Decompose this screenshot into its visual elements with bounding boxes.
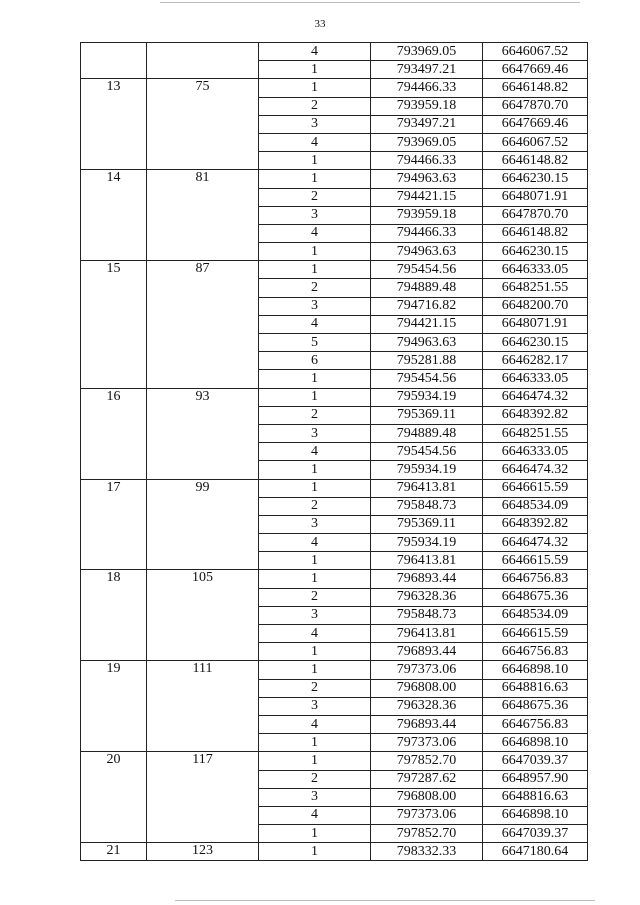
plot-number-cell: 93	[147, 388, 259, 479]
x-coordinate-cell: 794466.33	[371, 224, 483, 242]
x-coordinate-cell: 795848.73	[371, 606, 483, 624]
point-number-cell: 1	[259, 170, 371, 188]
y-coordinate-cell: 6648675.36	[483, 588, 588, 606]
bottom-edge-rule	[175, 900, 595, 901]
y-coordinate-cell: 6646615.59	[483, 479, 588, 497]
table-row	[81, 752, 588, 770]
point-number-cell: 1	[259, 261, 371, 279]
x-coordinate-cell: 796413.81	[371, 625, 483, 643]
point-number-cell: 5	[259, 334, 371, 352]
point-number-cell: 4	[259, 625, 371, 643]
lot-number-cell: 13	[81, 79, 147, 170]
y-coordinate-cell: 6648957.90	[483, 770, 588, 788]
table-row	[81, 661, 588, 679]
y-coordinate-cell: 6648071.91	[483, 188, 588, 206]
point-number-cell: 3	[259, 697, 371, 715]
y-coordinate-cell: 6646230.15	[483, 243, 588, 261]
y-coordinate-cell: 6646474.32	[483, 461, 588, 479]
point-number-cell: 6	[259, 352, 371, 370]
point-number-cell: 2	[259, 770, 371, 788]
x-coordinate-cell: 796328.36	[371, 588, 483, 606]
point-number-cell: 1	[259, 643, 371, 661]
page-number: 33	[314, 18, 326, 30]
x-coordinate-cell: 795281.88	[371, 352, 483, 370]
x-coordinate-cell: 797373.06	[371, 661, 483, 679]
y-coordinate-cell: 6647669.46	[483, 61, 588, 79]
point-number-cell: 2	[259, 97, 371, 115]
y-coordinate-cell: 6646333.05	[483, 261, 588, 279]
point-number-cell: 4	[259, 534, 371, 552]
y-coordinate-cell: 6648816.63	[483, 679, 588, 697]
plot-number-cell: 87	[147, 261, 259, 388]
plot-number-cell	[147, 43, 259, 79]
y-coordinate-cell: 6648251.55	[483, 279, 588, 297]
y-coordinate-cell: 6646067.52	[483, 133, 588, 151]
top-edge-rule	[160, 2, 580, 3]
point-number-cell: 1	[259, 843, 371, 861]
x-coordinate-cell: 796893.44	[371, 643, 483, 661]
y-coordinate-cell: 6648534.09	[483, 497, 588, 515]
lot-number-cell: 20	[81, 752, 147, 843]
y-coordinate-cell: 6647669.46	[483, 115, 588, 133]
table-row	[81, 261, 588, 279]
y-coordinate-cell: 6646282.17	[483, 352, 588, 370]
lot-number-cell: 19	[81, 661, 147, 752]
point-number-cell: 2	[259, 188, 371, 206]
x-coordinate-cell: 795369.11	[371, 406, 483, 424]
y-coordinate-cell: 6647039.37	[483, 825, 588, 843]
x-coordinate-cell: 794716.82	[371, 297, 483, 315]
x-coordinate-cell: 793959.18	[371, 206, 483, 224]
point-number-cell: 1	[259, 661, 371, 679]
point-number-cell: 1	[259, 461, 371, 479]
table-row	[81, 43, 588, 61]
plot-number-cell: 81	[147, 170, 259, 261]
point-number-cell: 1	[259, 570, 371, 588]
x-coordinate-cell: 794889.48	[371, 279, 483, 297]
y-coordinate-cell: 6648816.63	[483, 788, 588, 806]
x-coordinate-cell: 794963.63	[371, 170, 483, 188]
lot-number-cell	[81, 43, 147, 79]
point-number-cell: 1	[259, 388, 371, 406]
y-coordinate-cell: 6646148.82	[483, 152, 588, 170]
x-coordinate-cell: 796893.44	[371, 570, 483, 588]
lot-number-cell: 16	[81, 388, 147, 479]
y-coordinate-cell: 6648071.91	[483, 315, 588, 333]
y-coordinate-cell: 6648534.09	[483, 606, 588, 624]
table-row	[81, 479, 588, 497]
point-number-cell: 2	[259, 406, 371, 424]
x-coordinate-cell: 794889.48	[371, 424, 483, 442]
x-coordinate-cell: 793969.05	[371, 133, 483, 151]
x-coordinate-cell: 795934.19	[371, 388, 483, 406]
point-number-cell: 3	[259, 115, 371, 133]
point-number-cell: 3	[259, 297, 371, 315]
y-coordinate-cell: 6646148.82	[483, 224, 588, 242]
lot-number-cell: 14	[81, 170, 147, 261]
y-coordinate-cell: 6647039.37	[483, 752, 588, 770]
x-coordinate-cell: 796328.36	[371, 697, 483, 715]
table-row	[81, 170, 588, 188]
x-coordinate-cell: 793497.21	[371, 115, 483, 133]
y-coordinate-cell: 6646148.82	[483, 79, 588, 97]
point-number-cell: 1	[259, 61, 371, 79]
x-coordinate-cell: 795369.11	[371, 515, 483, 533]
lot-number-cell: 17	[81, 479, 147, 570]
table-row	[81, 570, 588, 588]
y-coordinate-cell: 6646756.83	[483, 715, 588, 733]
point-number-cell: 3	[259, 788, 371, 806]
plot-number-cell: 123	[147, 843, 259, 861]
plot-number-cell: 117	[147, 752, 259, 843]
point-number-cell: 1	[259, 243, 371, 261]
point-number-cell: 4	[259, 443, 371, 461]
x-coordinate-cell: 796808.00	[371, 788, 483, 806]
point-number-cell: 1	[259, 552, 371, 570]
point-number-cell: 3	[259, 424, 371, 442]
coordinates-table-body	[81, 43, 588, 861]
point-number-cell: 4	[259, 133, 371, 151]
point-number-cell: 1	[259, 734, 371, 752]
y-coordinate-cell: 6646474.32	[483, 388, 588, 406]
x-coordinate-cell: 796413.81	[371, 552, 483, 570]
x-coordinate-cell: 797373.06	[371, 734, 483, 752]
point-number-cell: 1	[259, 752, 371, 770]
plot-number-cell: 75	[147, 79, 259, 170]
point-number-cell: 1	[259, 152, 371, 170]
y-coordinate-cell: 6648392.82	[483, 406, 588, 424]
point-number-cell: 4	[259, 806, 371, 824]
x-coordinate-cell: 795934.19	[371, 461, 483, 479]
point-number-cell: 2	[259, 588, 371, 606]
x-coordinate-cell: 798332.33	[371, 843, 483, 861]
x-coordinate-cell: 793497.21	[371, 61, 483, 79]
point-number-cell: 2	[259, 497, 371, 515]
point-number-cell: 3	[259, 206, 371, 224]
x-coordinate-cell: 793969.05	[371, 43, 483, 61]
y-coordinate-cell: 6646067.52	[483, 43, 588, 61]
x-coordinate-cell: 794963.63	[371, 243, 483, 261]
coordinates-table	[80, 42, 588, 861]
y-coordinate-cell: 6647870.70	[483, 97, 588, 115]
y-coordinate-cell: 6647870.70	[483, 206, 588, 224]
y-coordinate-cell: 6646898.10	[483, 734, 588, 752]
y-coordinate-cell: 6646230.15	[483, 170, 588, 188]
x-coordinate-cell: 795934.19	[371, 534, 483, 552]
y-coordinate-cell: 6648675.36	[483, 697, 588, 715]
point-number-cell: 1	[259, 370, 371, 388]
plot-number-cell: 111	[147, 661, 259, 752]
y-coordinate-cell: 6648251.55	[483, 424, 588, 442]
plot-number-cell: 105	[147, 570, 259, 661]
y-coordinate-cell: 6647180.64	[483, 843, 588, 861]
x-coordinate-cell: 794963.63	[371, 334, 483, 352]
y-coordinate-cell: 6646756.83	[483, 570, 588, 588]
point-number-cell: 1	[259, 79, 371, 97]
point-number-cell: 3	[259, 515, 371, 533]
x-coordinate-cell: 794466.33	[371, 79, 483, 97]
point-number-cell: 1	[259, 479, 371, 497]
x-coordinate-cell: 793959.18	[371, 97, 483, 115]
x-coordinate-cell: 794421.15	[371, 188, 483, 206]
point-number-cell: 4	[259, 315, 371, 333]
lot-number-cell: 15	[81, 261, 147, 388]
x-coordinate-cell: 797287.62	[371, 770, 483, 788]
x-coordinate-cell: 797852.70	[371, 825, 483, 843]
x-coordinate-cell: 794421.15	[371, 315, 483, 333]
point-number-cell: 4	[259, 43, 371, 61]
x-coordinate-cell: 796893.44	[371, 715, 483, 733]
x-coordinate-cell: 797373.06	[371, 806, 483, 824]
point-number-cell: 3	[259, 606, 371, 624]
lot-number-cell: 21	[81, 843, 147, 861]
y-coordinate-cell: 6646898.10	[483, 661, 588, 679]
table-row	[81, 843, 588, 861]
point-number-cell: 4	[259, 715, 371, 733]
y-coordinate-cell: 6646898.10	[483, 806, 588, 824]
x-coordinate-cell: 794466.33	[371, 152, 483, 170]
y-coordinate-cell: 6646333.05	[483, 443, 588, 461]
y-coordinate-cell: 6646756.83	[483, 643, 588, 661]
x-coordinate-cell: 795848.73	[371, 497, 483, 515]
point-number-cell: 2	[259, 279, 371, 297]
table-row	[81, 388, 588, 406]
x-coordinate-cell: 796808.00	[371, 679, 483, 697]
lot-number-cell: 18	[81, 570, 147, 661]
x-coordinate-cell: 797852.70	[371, 752, 483, 770]
y-coordinate-cell: 6646474.32	[483, 534, 588, 552]
table-row	[81, 79, 588, 97]
x-coordinate-cell: 796413.81	[371, 479, 483, 497]
plot-number-cell: 99	[147, 479, 259, 570]
x-coordinate-cell: 795454.56	[371, 261, 483, 279]
point-number-cell: 2	[259, 679, 371, 697]
x-coordinate-cell: 795454.56	[371, 370, 483, 388]
y-coordinate-cell: 6648200.70	[483, 297, 588, 315]
y-coordinate-cell: 6648392.82	[483, 515, 588, 533]
point-number-cell: 1	[259, 825, 371, 843]
x-coordinate-cell: 795454.56	[371, 443, 483, 461]
point-number-cell: 4	[259, 224, 371, 242]
y-coordinate-cell: 6646615.59	[483, 552, 588, 570]
y-coordinate-cell: 6646615.59	[483, 625, 588, 643]
y-coordinate-cell: 6646333.05	[483, 370, 588, 388]
y-coordinate-cell: 6646230.15	[483, 334, 588, 352]
